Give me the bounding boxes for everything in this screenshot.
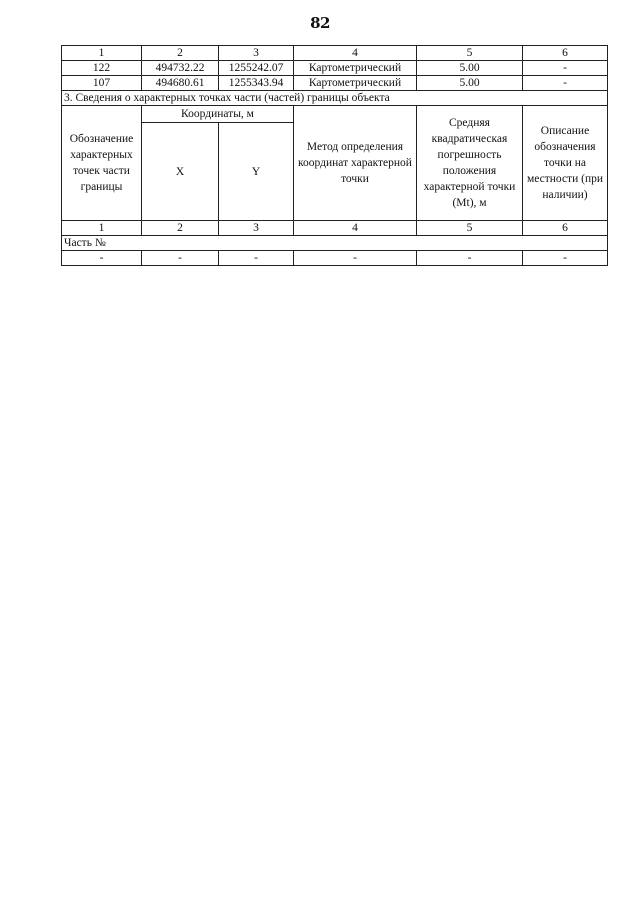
column-number: 5 [417,46,523,61]
empty-cell: - [294,251,417,266]
x-header: X [142,123,219,221]
column-number: 6 [523,46,608,61]
description-cell: - [523,76,608,91]
method-header: Метод определения координат характерной точки [294,106,417,221]
column-number: 1 [62,221,142,236]
y-coordinate-cell: 1255343.94 [219,76,294,91]
empty-cell: - [219,251,294,266]
column-number: 2 [142,221,219,236]
x-coordinate-cell: 494680.61 [142,76,219,91]
empty-cell: - [523,251,608,266]
column-number: 4 [294,221,417,236]
top-table-header-row [62,46,608,61]
section-title-row [62,91,608,106]
point-id-cell: 122 [62,61,142,76]
table-row [62,61,608,76]
column-number: 4 [294,46,417,61]
section-header-row [62,106,608,123]
column-number: 6 [523,221,608,236]
point-id-cell: 107 [62,76,142,91]
method-cell: Картометрический [294,76,417,91]
part-label: Часть № [62,236,608,251]
description-cell: - [523,61,608,76]
error-header: Средняя квадратическая погрешность положения характерной точки (Mt), м [417,106,523,221]
coordinates-group-header: Координаты, м [142,106,294,123]
table-row [62,76,608,91]
empty-cell: - [62,251,142,266]
y-header: Y [219,123,294,221]
method-cell: Картометрический [294,61,417,76]
column-number: 3 [219,46,294,61]
error-cell: 5.00 [417,76,523,91]
empty-cell: - [142,251,219,266]
boundary-points-table [61,45,608,266]
error-cell: 5.00 [417,61,523,76]
page-number: 82 [310,14,330,32]
column-number: 1 [62,46,142,61]
point-designation-header: Обозначение характерных точек части границы [62,106,142,221]
x-coordinate-cell: 494732.22 [142,61,219,76]
y-coordinate-cell: 1255242.07 [219,61,294,76]
table-row [62,251,608,266]
column-number: 5 [417,221,523,236]
description-header: Описание обозначения точки на местности (при наличии) [523,106,608,221]
section-number-row [62,221,608,236]
part-label-row [62,236,608,251]
column-number: 3 [219,221,294,236]
column-number: 2 [142,46,219,61]
empty-cell: - [417,251,523,266]
section-title: 3. Сведения о характерных точках части (частей) границы объекта [62,91,608,106]
